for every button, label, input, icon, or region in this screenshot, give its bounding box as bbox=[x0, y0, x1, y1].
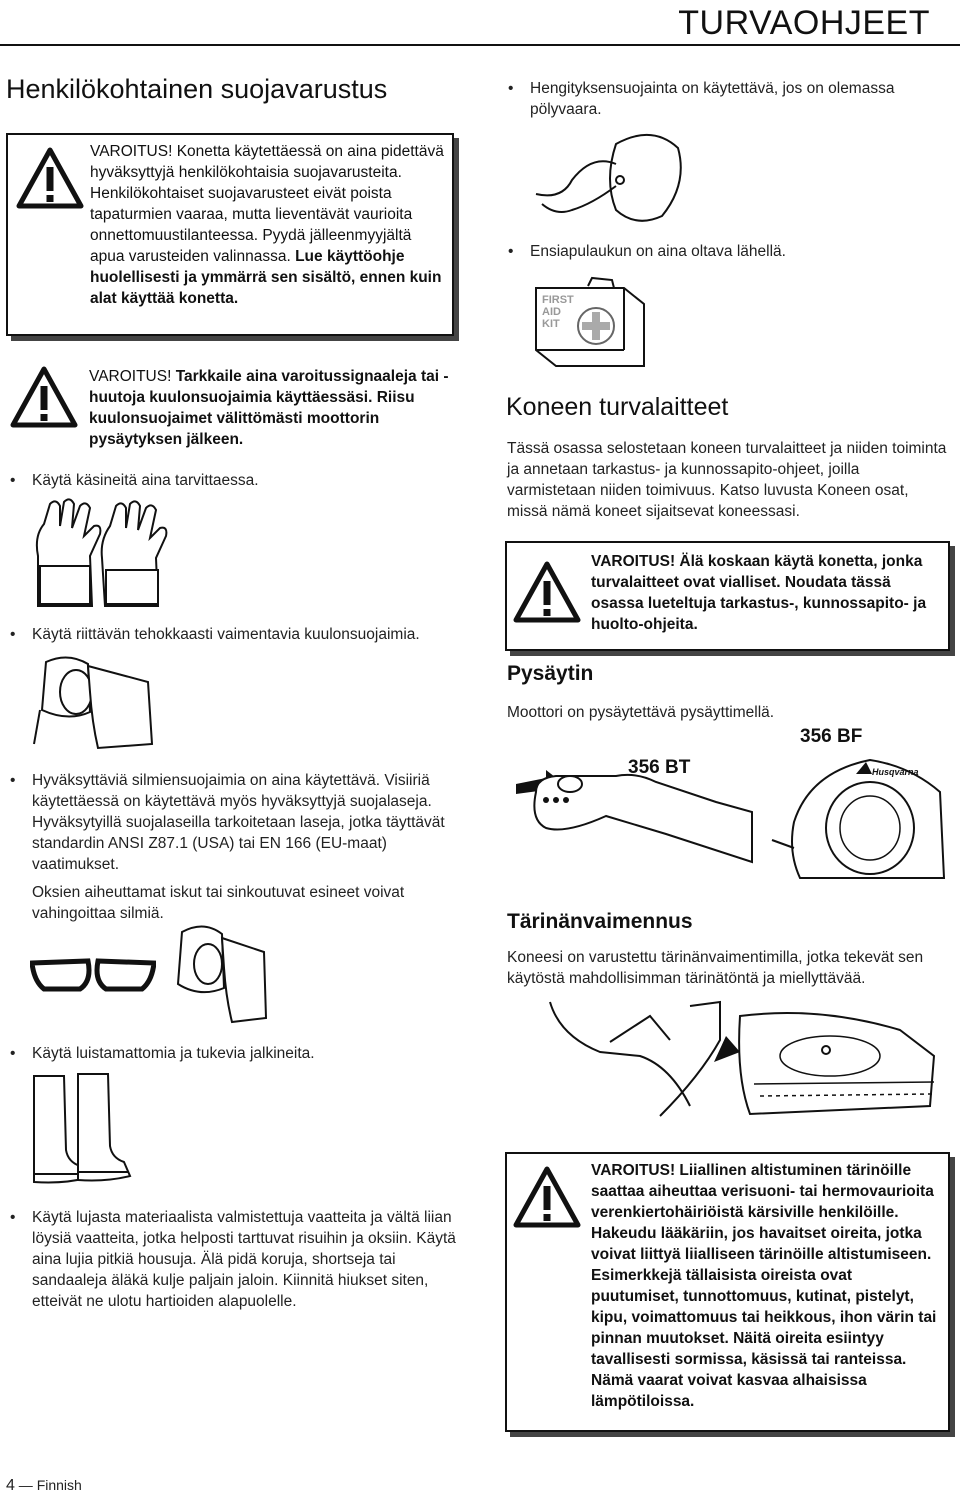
bullet-gloves: • Käytä käsineitä aina tarvittaessa. bbox=[32, 470, 452, 491]
bullet-clothing: • Käytä lujasta materiaalista valmistettuja vaatteita ja vältä liian löysiä vaatteita, jotka helposti tarttuvat risuihin ja oksiin. Käytä aina lujia pitkiä housuja. Älä pidä koruja, shortseja tai sandaaleja äläkä kulje paljain jaloin. Kiinnitä hiukset siten, etteivät ne ulotu hartioiden alapuolelle. bbox=[32, 1207, 457, 1312]
warning-triangle-icon bbox=[513, 1166, 581, 1228]
bullet-respirator: • Hengityksensuojainta on käytettävä, jos on olemassa pölyvaara. bbox=[530, 78, 950, 120]
paragraph-vibration-damping: Koneesi on varustettu tärinänvaimentimilla, jotka tekevät sen käytöstä mahdollisimman tärinätöntä ja miellyttävää. bbox=[507, 949, 924, 987]
page-footer bbox=[6, 1477, 82, 1494]
warning-triangle-icon bbox=[10, 366, 78, 428]
footer-language: Finnish bbox=[36, 1477, 82, 1493]
warning-box-faulty-safety-devices bbox=[505, 541, 950, 651]
page-header-title: TURVAOHJEET bbox=[678, 4, 930, 42]
safety-glasses-illustration bbox=[30, 955, 156, 995]
paragraph-safety-devices-intro: Tässä osassa selostetaan koneen turvalaitteet ja niiden toiminta ja annetaan tarkastus- ja kunnossapito-ohjeet, joilla varmistetaan niiden toimivuus. Katso luvusta Koneen osat, missä nämä koneet sijaitsevat koneessasi. bbox=[507, 440, 947, 520]
warning-4-text: VAROITUS! Liiallinen altistuminen tärinöille saattaa aiheuttaa verisuoni- tai hermovaurioita verenkiertohäiriöistä kärsiville henkilöille. Hakeudu lääkäriin, jos havaitset oireita, jotka voivat liittyä liialliseen tärinöille altistumiseen. Esimerkkejä tällaisista oireista ovat puutumiset, tunnottomuus, kutinat, pistelyt, kipu, voimattomuus tai heikkous, ihon värin tai pinnan muutokset. Näitä oireita esiintyy tavallisesti sormissa, käsissä tai ranteissa. Nämä vaarat voivat kasvaa alhaisissa lämpötiloissa. bbox=[591, 1162, 937, 1410]
warning-text-4 bbox=[591, 1160, 943, 1412]
warning-text-1 bbox=[90, 141, 446, 309]
header-rule bbox=[0, 44, 960, 46]
warning-3-text: VAROITUS! Älä koskaan käytä konetta, jonka turvalaitteet ovat vialliset. Noudata tässä osassa lueteltuja tarkastus-, kunnossapito- ja huolto-ohjeita. bbox=[591, 553, 927, 633]
model-label-356bf: 356 BF bbox=[800, 726, 863, 747]
subsection-title-vibration-damping: Tärinänvaimennus bbox=[507, 910, 693, 933]
paragraph-eye-injury: Oksien aiheuttamat iskut tai sinkoutuvat esineet voivat vahingoittaa silmiä. bbox=[32, 884, 405, 922]
helmet-visor-illustration bbox=[170, 918, 270, 1028]
warning-triangle-icon bbox=[16, 147, 84, 209]
footer-dash: — bbox=[18, 1477, 33, 1493]
warning-2-bold: Tarkkaile aina varoitussignaaleja tai -huutoja kuulonsuojaimia käyttäessäsi. Riisu kuulonsuojaimet välittömästi moottorin pysäytyksen jälkeen. bbox=[89, 368, 449, 448]
kit-label-line: FIRST bbox=[542, 294, 574, 306]
boots-illustration bbox=[24, 1070, 134, 1190]
kit-label-line: KIT bbox=[542, 318, 560, 330]
warning-1-lead: VAROITUS! Konetta käytettäessä on aina pidettävä hyväksyttyjä henkilökohtaisia suojavarusteita. Henkilökohtaiset suojavarusteet eivät poista tapaturmien vaaraa, mutta lieventävät vaurioita onnettomuustilanteessa. Pyydä jälleenmyyjältä apua varusteiden valinnassa. bbox=[90, 143, 444, 265]
subsection-title-stop-switch: Pysäytin bbox=[507, 662, 594, 685]
gloves-illustration bbox=[30, 496, 190, 611]
helmet-visor-illustration bbox=[28, 652, 160, 752]
page-number: 4 bbox=[6, 1477, 15, 1494]
stop-switch-356bf-illustration bbox=[760, 752, 950, 882]
warning-box-protective-equipment bbox=[6, 133, 454, 336]
warning-1-bold: Lue käyttöohje huolellisesti ja ymmärrä sen sisältö, ennen kuin alat käyttää konetta. bbox=[90, 248, 442, 307]
section-title-safety-devices: Koneen turvalaitteet bbox=[506, 393, 729, 421]
paragraph-stop-switch: Moottori on pysäytettävä pysäyttimellä. bbox=[507, 704, 775, 721]
model-label-356bt: 356 BT bbox=[628, 757, 691, 778]
warning-text-2 bbox=[89, 366, 454, 450]
section-title-personal-protection: Henkilökohtainen suojavarustus bbox=[6, 74, 388, 104]
warning-triangle-icon bbox=[513, 561, 581, 623]
vibration-damper-illustration bbox=[540, 996, 950, 1126]
kit-label-line: AID bbox=[542, 306, 561, 318]
warning-text-3 bbox=[591, 551, 941, 635]
warning-box-vibration-exposure bbox=[505, 1152, 950, 1432]
warning-2-lead: VAROITUS! bbox=[89, 368, 172, 385]
bullet-hearing-protection: • Käytä riittävän tehokkaasti vaimentavia kuulonsuojaimia. bbox=[32, 624, 457, 645]
bullet-eye-protection: • Hyväksyttäviä silmiensuojaimia on aina käytettävä. Visiiriä käytettäessä on käytettävä myös hyväksyttyjä suojalaseja. Hyväksytyillä suojalaseilla tarkoitetaan laseja, jotka täyttävät standardin ANSI Z87.1 (USA) tai EN 166 (EU-maat) vaatimukset. bbox=[32, 770, 452, 875]
bullet-first-aid: • Ensiapulaukun on aina oltava lähellä. bbox=[530, 241, 950, 262]
respirator-illustration bbox=[532, 124, 692, 228]
first-aid-kit-illustration bbox=[532, 274, 652, 370]
bullet-footwear: • Käytä luistamattomia ja tukevia jalkineita. bbox=[32, 1043, 452, 1064]
first-aid-kit-label bbox=[542, 294, 574, 330]
brand-logo-text: Husqvarna bbox=[872, 767, 919, 777]
